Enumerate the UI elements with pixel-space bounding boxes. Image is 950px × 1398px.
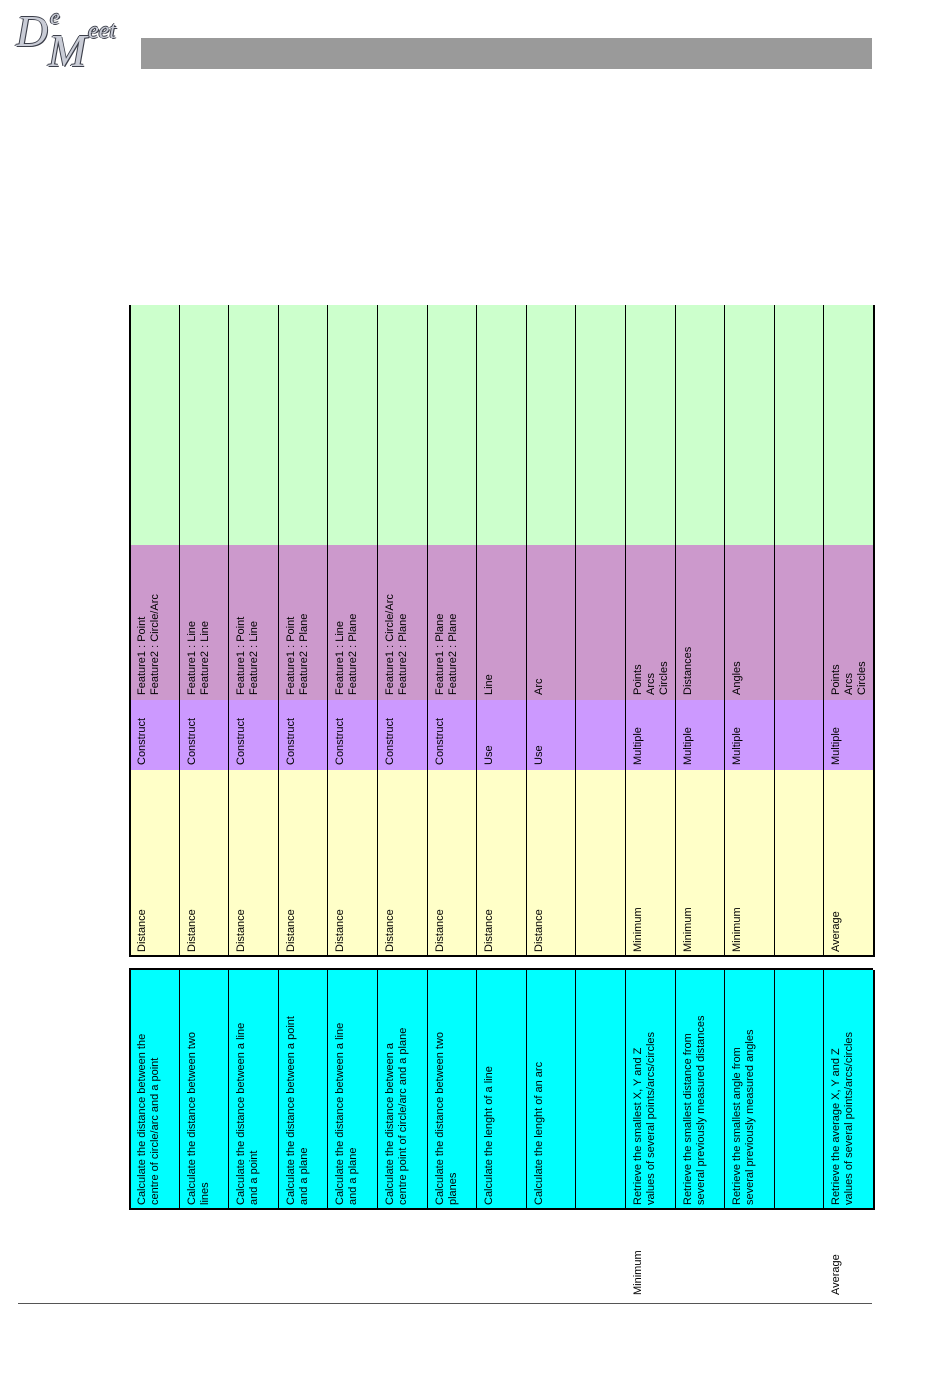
features-cell	[774, 545, 824, 700]
extra-cell	[675, 305, 725, 545]
features-cell: Feature1 : Point Feature2 : Line	[228, 545, 278, 700]
grid-line	[625, 970, 626, 1210]
mode-cell: Use	[476, 700, 526, 770]
table-row	[179, 0, 229, 1210]
mode-cell: Multiple	[625, 700, 675, 770]
features-cell: Points Arcs Circles	[625, 545, 675, 700]
grid-line	[278, 305, 279, 957]
function-cell	[575, 770, 625, 957]
grid-line	[377, 305, 378, 957]
extra-cell	[427, 305, 477, 545]
features-cell: Feature1 : Point Feature2 : Circle/Arc	[129, 545, 179, 700]
description-cell	[774, 970, 824, 1210]
extra-cell	[724, 305, 774, 545]
features-cell: Angles	[724, 545, 774, 700]
mode-cell: Construct	[228, 700, 278, 770]
table-row	[129, 0, 179, 1210]
function-cell: Minimum	[625, 770, 675, 957]
grid-line	[675, 970, 676, 1210]
function-cell: Distance	[526, 770, 576, 957]
description-cell: Calculate the lenght of a line	[476, 970, 526, 1210]
mode-cell: Construct	[278, 700, 328, 770]
group-label	[228, 1215, 278, 1305]
mode-cell: Multiple	[823, 700, 873, 770]
grid-line	[476, 970, 477, 1210]
grid-line	[526, 305, 527, 957]
description-cell: Calculate the distance between a line and a plane	[327, 970, 377, 1210]
mode-cell: Construct	[179, 700, 229, 770]
features-cell: Feature1 : Plane Feature2 : Plane	[427, 545, 477, 700]
table-row	[278, 0, 328, 1210]
grid-line	[774, 970, 775, 1210]
extra-cell	[575, 305, 625, 545]
grid-line	[327, 305, 328, 957]
grid-line	[823, 305, 824, 957]
extra-cell	[228, 305, 278, 545]
extra-cell	[129, 305, 179, 545]
features-cell	[575, 545, 625, 700]
group-label: Average	[830, 1254, 843, 1295]
group-label	[575, 1215, 625, 1305]
table-row	[724, 0, 774, 1210]
grid-line	[823, 970, 824, 1210]
description-cell: Retrieve the smallest distance from several previously measured distances	[675, 970, 725, 1210]
grid-line	[179, 970, 180, 1210]
grid-line	[179, 305, 180, 957]
logo-letter-d: D	[16, 7, 48, 56]
description-cell: Calculate the distance between the centre of circle/arc and a point	[129, 970, 179, 1210]
mode-cell: Construct	[129, 700, 179, 770]
group-label	[377, 1215, 427, 1305]
description-cell: Retrieve the average X, Y and Z values of several points/arcs/circles	[823, 970, 873, 1210]
extra-cell	[179, 305, 229, 545]
grid-line	[724, 970, 725, 1210]
grid-line	[675, 305, 676, 957]
group-label: Minimum	[632, 1250, 644, 1295]
function-cell: Distance	[377, 770, 427, 957]
table-row	[823, 0, 873, 1210]
mode-cell: Construct	[377, 700, 427, 770]
function-cell: Distance	[179, 770, 229, 957]
table-row	[228, 0, 278, 1210]
grid-line	[278, 970, 279, 1210]
extra-cell	[774, 305, 824, 545]
description-cell: Calculate the distance between a point and a plane	[278, 970, 328, 1210]
grid-line	[575, 970, 576, 1210]
logo-letters-eet: eet	[88, 18, 116, 44]
grid-line	[377, 970, 378, 1210]
group-label	[278, 1215, 328, 1305]
mode-cell: Multiple	[724, 700, 774, 770]
features-cell: Distances	[675, 545, 725, 700]
table-row	[575, 0, 625, 1210]
features-cell: Feature1 : Point Feature2 : Plane	[278, 545, 328, 700]
grid-line	[129, 1208, 873, 1210]
group-label	[179, 1215, 229, 1305]
grid-line	[130, 305, 131, 957]
function-cell: Minimum	[675, 770, 725, 957]
function-cell: Minimum	[724, 770, 774, 957]
mode-cell: Use	[526, 700, 576, 770]
function-cell: Distance	[278, 770, 328, 957]
mode-cell: Construct	[327, 700, 377, 770]
group-label	[526, 1215, 576, 1305]
mode-cell	[575, 700, 625, 770]
logo-letter-m: M	[48, 25, 87, 76]
features-cell: Points Arcs Circles	[823, 545, 873, 700]
footer-divider	[18, 1303, 872, 1304]
description-cell: Retrieve the smallest angle from several previously measured angles	[724, 970, 774, 1210]
function-cell: Distance	[129, 770, 179, 957]
function-cell: Distance	[427, 770, 477, 957]
group-label	[427, 1215, 477, 1305]
table-row	[625, 0, 675, 1210]
function-cell: Distance	[327, 770, 377, 957]
grid-line	[724, 305, 725, 957]
grid-line	[228, 305, 229, 957]
features-cell: Feature1 : Line Feature2 : Plane	[327, 545, 377, 700]
table-row	[377, 0, 427, 1210]
grid-line	[427, 970, 428, 1210]
extra-cell	[625, 305, 675, 545]
table-row	[774, 0, 824, 1210]
logo-letter-e: e	[50, 4, 60, 29]
description-cell: Calculate the distance between a line and a point	[228, 970, 278, 1210]
group-label	[724, 1215, 774, 1305]
grid-line	[228, 970, 229, 1210]
grid-line	[129, 968, 873, 970]
grid-line	[874, 970, 875, 1210]
grid-line	[476, 305, 477, 957]
features-cell: Line	[476, 545, 526, 700]
extra-cell	[327, 305, 377, 545]
mode-cell	[774, 700, 824, 770]
table-row	[476, 0, 526, 1210]
description-cell: Calculate the distance between a centre point of circle/arc and a plane	[377, 970, 427, 1210]
grid-line	[625, 305, 626, 957]
features-cell: Arc	[526, 545, 576, 700]
description-cell: Retrieve the smallest X, Y and Z values of several points/arcs/circles	[625, 970, 675, 1210]
description-cell	[575, 970, 625, 1210]
group-label	[675, 1215, 725, 1305]
table-row	[327, 0, 377, 1210]
function-cell: Distance	[476, 770, 526, 957]
description-cell: Calculate the lenght of an arc	[526, 970, 576, 1210]
grid-line	[129, 955, 873, 957]
mode-cell: Construct	[427, 700, 477, 770]
extra-cell	[823, 305, 873, 545]
group-label	[327, 1215, 377, 1305]
features-cell: Feature1 : Line Feature2 : Line	[179, 545, 229, 700]
group-label	[476, 1215, 526, 1305]
features-cell: Feature1 : Circle/Arc Feature2 : Plane	[377, 545, 427, 700]
extra-cell	[278, 305, 328, 545]
extra-cell	[476, 305, 526, 545]
grid-line	[130, 970, 131, 1210]
grid-line	[427, 305, 428, 957]
table-row	[427, 0, 477, 1210]
description-cell: Calculate the distance between two planes	[427, 970, 477, 1210]
grid-line	[526, 970, 527, 1210]
description-cell: Calculate the distance between two lines	[179, 970, 229, 1210]
grid-line	[327, 970, 328, 1210]
group-label	[129, 1215, 179, 1305]
function-cell: Average	[823, 770, 873, 957]
grid-line	[774, 305, 775, 957]
grid-line	[575, 305, 576, 957]
table-row	[675, 0, 725, 1210]
table-row	[526, 0, 576, 1210]
function-cell	[774, 770, 824, 957]
group-label	[774, 1215, 824, 1305]
mode-cell: Multiple	[675, 700, 725, 770]
extra-cell	[526, 305, 576, 545]
grid-line	[874, 305, 875, 957]
function-cell: Distance	[228, 770, 278, 957]
extra-cell	[377, 305, 427, 545]
